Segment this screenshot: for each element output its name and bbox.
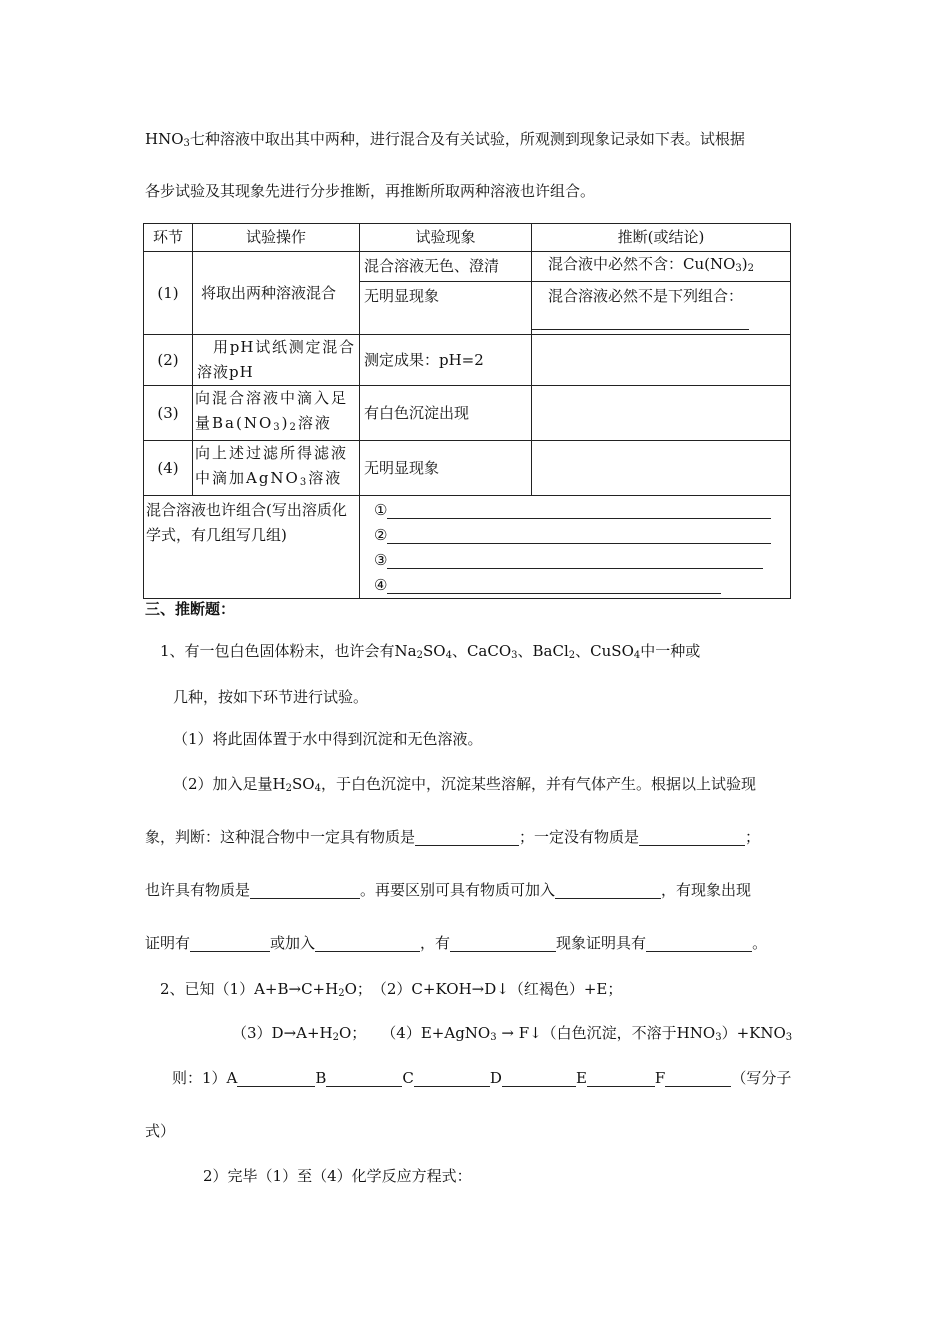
row1-observation-b: 无明显现象	[360, 282, 532, 335]
q1-line-6: 也许具有物质是 。再要区别可具有物质可加入 ，有现象出现	[145, 881, 752, 899]
blank-line[interactable]	[646, 935, 752, 952]
header-conclusion: 推断(或结论)	[532, 224, 791, 252]
row1-conclusion-a: 混合液中必然不含：$Cu(NO_3)_2$	[532, 252, 791, 282]
blank-line[interactable]	[639, 829, 745, 846]
row5-label: 混合溶液也许组合(写出溶质化学式，有几组写几组)	[144, 496, 360, 599]
row2-observation: 测定成果：pH=2	[360, 335, 532, 386]
blank-line[interactable]	[250, 882, 360, 899]
row1-operation: 将取出两种溶液混合	[193, 252, 360, 335]
header-step: 环节	[144, 224, 193, 252]
row1-observation-a: 混合溶液无色、澄清	[360, 252, 532, 282]
row3-conclusion[interactable]	[532, 386, 791, 441]
q1-line-5: 象，判断：这种混合物中一定具有物质是 ；一定没有物质是 ；	[145, 828, 761, 846]
row1-conclusion-b: 混合溶液必然不是下列组合：	[532, 282, 791, 335]
row2-operation: 用pH试纸测定混合溶液pH	[193, 335, 360, 386]
q2-line-4: 式）	[145, 1122, 176, 1140]
row4-operation: 向上述过滤所得滤液中滴加AgNO$_3$溶液	[193, 441, 360, 496]
q1-line-4: （2）加入足量$H_2SO_4$，于白色沉淀中，沉淀某些溶解，并有气体产生。根据以上试验现	[173, 775, 756, 794]
answer-line-1[interactable]: ①	[374, 498, 786, 523]
row4-step: (4)	[144, 441, 193, 496]
q2-line-5: 2）完毕（1）至（4）化学反应方程式：	[203, 1167, 472, 1185]
blank-line[interactable]	[237, 1070, 315, 1087]
row5-answers	[360, 496, 791, 599]
row2-conclusion[interactable]	[532, 335, 791, 386]
blank-line[interactable]	[587, 1070, 655, 1087]
answer-line-2[interactable]: ②	[374, 523, 786, 548]
blank-line[interactable]	[414, 1070, 490, 1087]
answer-line-3[interactable]: ③	[374, 548, 786, 573]
section-title: 三、推断题：	[145, 600, 236, 618]
intro-line-1: $HNO_3$七种溶液中取出其中两种，进行混合及有关试验，所观测到现象记录如下表。试根据	[145, 130, 745, 149]
row3-operation: 向混合溶液中滴入足量$Ba(NO_3)_2$溶液	[193, 386, 360, 441]
q2-line-2: $(3)D\to A+H_2O$； （4）E+AgNO$_3$ → F↓（白色沉淀，不溶于$HNO_3)+KNO_3$	[232, 1024, 793, 1043]
header-observation: 试验现象	[360, 224, 532, 252]
blank-line[interactable]	[532, 313, 749, 330]
blank-line[interactable]	[665, 1070, 731, 1087]
q1-line-1: 1、有一包白色固体粉末，也许会有$Na_2SO_4$、CaCO$_3$、BaCl$_2$、CuSO$_4$中一种或	[160, 642, 701, 661]
blank-line[interactable]	[450, 935, 556, 952]
row1-step: (1)	[144, 252, 193, 335]
row4-observation: 无明显现象	[360, 441, 532, 496]
q1-line-3: （1）将此固体置于水中得到沉淀和无色溶液。	[173, 730, 483, 748]
blank-line[interactable]	[315, 935, 420, 952]
experiment-table	[143, 223, 791, 599]
header-operation: 试验操作	[193, 224, 360, 252]
q2-line-1: 2、已知$(1)A+B\to C+H_2O$； （2）C+KOH→D↓（红褐色）+E；	[160, 980, 623, 999]
blank-line[interactable]	[502, 1070, 576, 1087]
intro-line-2: 各步试验及其现象先进行分步推断，再推断所取两种溶液也许组合。	[145, 182, 596, 200]
q2-line-3: 则：1）A B C D E F （写分子	[172, 1069, 792, 1087]
row3-observation: 有白色沉淀出现	[360, 386, 532, 441]
row4-conclusion[interactable]	[532, 441, 791, 496]
blank-line[interactable]	[555, 882, 661, 899]
blank-line[interactable]	[190, 935, 270, 952]
row3-step: (3)	[144, 386, 193, 441]
q1-line-2: 几种，按如下环节进行试验。	[173, 688, 369, 706]
blank-line[interactable]	[326, 1070, 402, 1087]
answer-line-4[interactable]: ④	[374, 573, 786, 598]
blank-line[interactable]	[415, 829, 519, 846]
row2-step: (2)	[144, 335, 193, 386]
q1-line-7: 证明有 或加入 ，有 现象证明具有 。	[145, 934, 768, 952]
